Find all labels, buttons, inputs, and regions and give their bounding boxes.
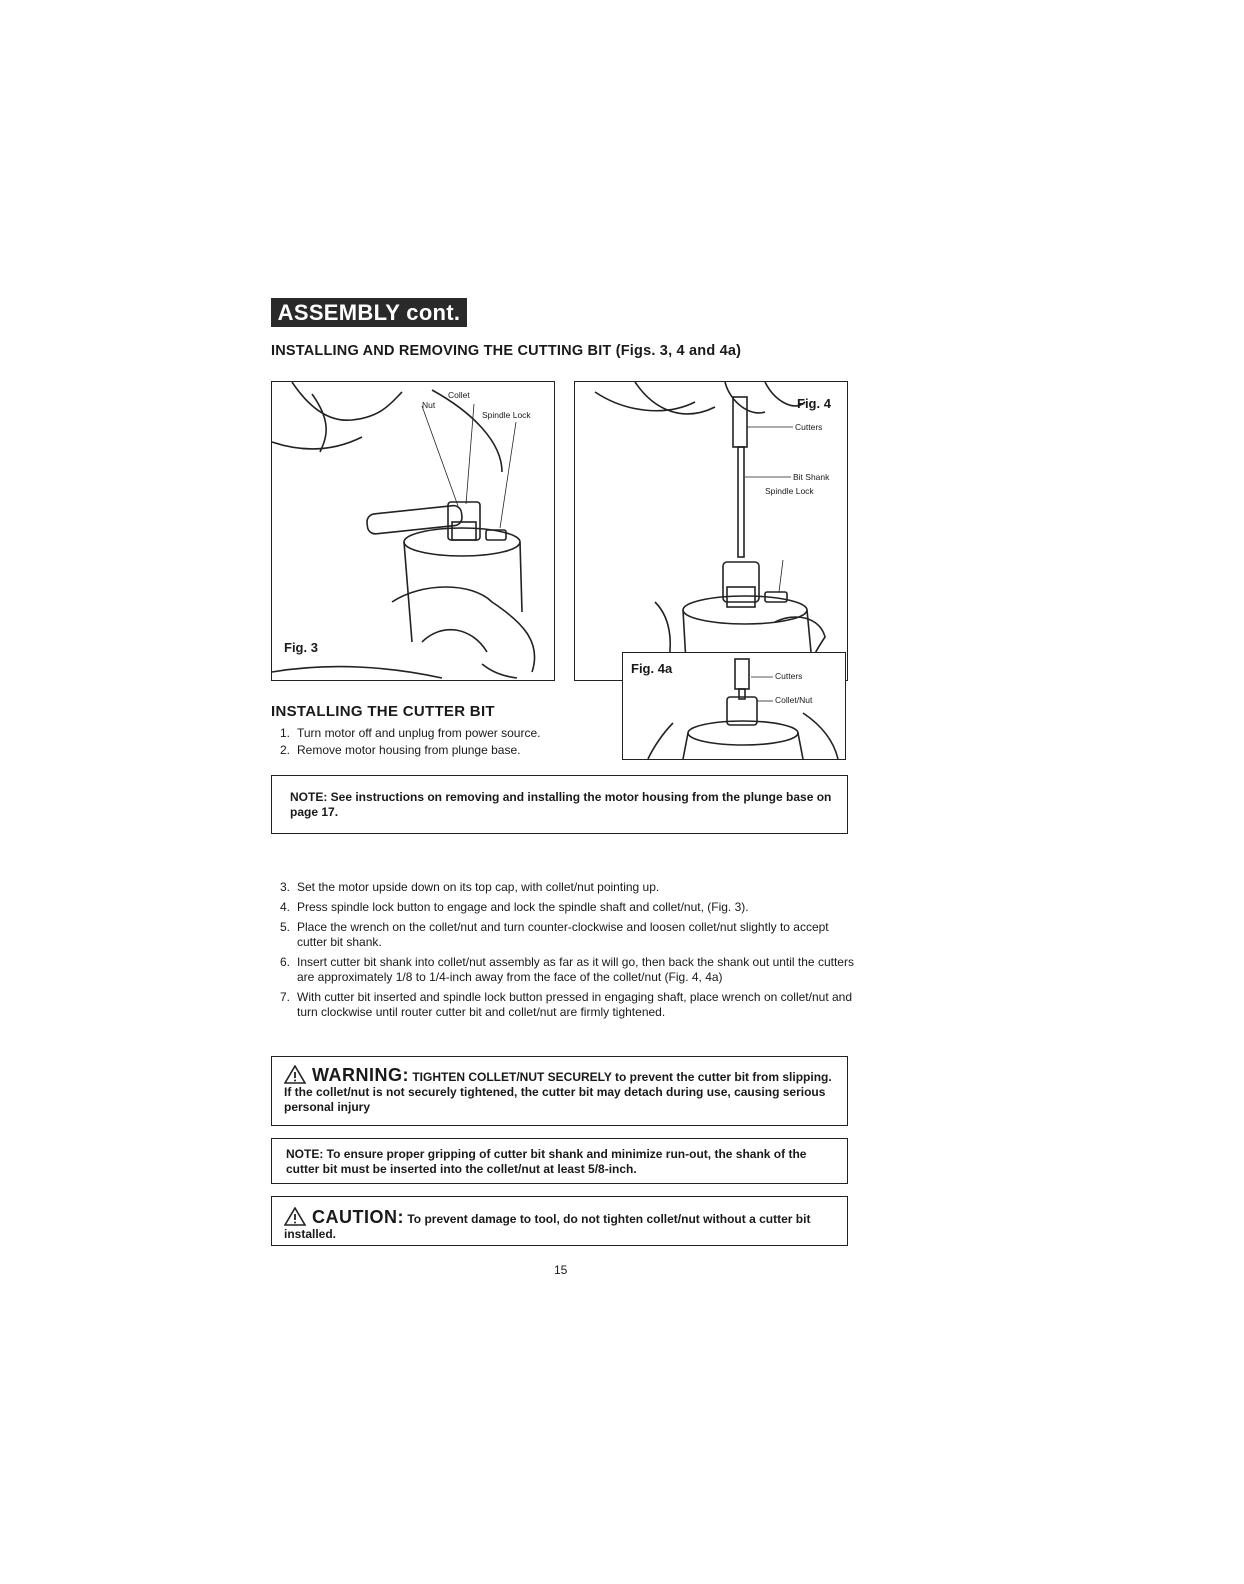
callout-bit-shank: Bit Shank [793, 472, 830, 482]
steps-list-b [271, 880, 855, 1022]
callout-spindle-lock: Spindle Lock [482, 410, 531, 420]
step-item [271, 990, 855, 1020]
installing-title: INSTALLING THE CUTTER BIT [271, 703, 495, 720]
callout-spindle-lock: Spindle Lock [765, 486, 814, 496]
note-text: NOTE: See instructions on removing and installing the motor housing from the plunge base on page 17. [290, 790, 832, 819]
step-item [271, 743, 611, 758]
callout-cutters: Cutters [795, 422, 823, 432]
step-item [271, 900, 855, 915]
step-number: 1. [280, 726, 291, 740]
step-number: 4. [280, 900, 291, 914]
warning-label: WARNING: [312, 1065, 409, 1085]
figure-3-label: Fig. 3 [284, 640, 318, 655]
caution-label: CAUTION: [312, 1207, 404, 1227]
step-text: Press spindle lock button to engage and lock the spindle shaft and collet/nut, (Fig. 3). [297, 900, 749, 914]
step-item [271, 920, 855, 950]
figure-4a-label: Fig. 4a [631, 661, 673, 676]
note-box-motor-housing [271, 775, 848, 834]
figure-4-label: Fig. 4 [797, 396, 831, 411]
note-box-gripping [271, 1138, 848, 1184]
callout-collet-nut: Collet/Nut [775, 695, 813, 705]
step-text: Place the wrench on the collet/nut and turn counter-clockwise and loosen collet/nut slightly to accept cutter bit shank. [297, 920, 829, 949]
step-number: 3. [280, 880, 291, 894]
warning-box [271, 1056, 848, 1126]
section-banner: ASSEMBLY cont. [271, 298, 467, 327]
figure-4a [622, 652, 846, 760]
section-title: INSTALLING AND REMOVING THE CUTTING BIT (Figs. 3, 4 and 4a) [271, 343, 742, 359]
step-text: Turn motor off and unplug from power source. [297, 726, 541, 740]
step-item [271, 955, 855, 985]
callout-cutters: Cutters [775, 671, 803, 681]
step-text: Set the motor upside down on its top cap, with collet/nut pointing up. [297, 880, 660, 894]
callout-nut: Nut [422, 400, 436, 410]
steps-list-a [271, 726, 611, 760]
step-text: Insert cutter bit shank into collet/nut assembly as far as it will go, then back the shank out until the cutters are approximately 1/8 to 1/4-inch away from the face of the collet/nut (Fig. 4, 4a) [297, 955, 854, 984]
step-number: 6. [280, 955, 291, 969]
caution-text: To prevent damage to tool, do not tighten collet/nut without a cutter bit installed. [284, 1212, 811, 1241]
caution-box [271, 1196, 848, 1246]
caution-triangle-icon [284, 1207, 306, 1226]
warning-triangle-icon [284, 1065, 306, 1084]
figure-3-illustration [272, 382, 554, 680]
figure-4 [574, 381, 848, 681]
step-number: 2. [280, 743, 291, 757]
figure-3 [271, 381, 555, 681]
step-text: Remove motor housing from plunge base. [297, 743, 521, 757]
note-text: NOTE: To ensure proper gripping of cutter bit shank and minimize run-out, the shank of the cutter bit must be inserted into the collet/nut at least 5/8-inch. [286, 1147, 807, 1176]
step-item [271, 726, 611, 741]
step-text: With cutter bit inserted and spindle lock button pressed in engaging shaft, place wrench on collet/nut and turn clockwise until router cutter bit and collet/nut are firmly tightened. [297, 990, 853, 1019]
callout-collet: Collet [448, 390, 470, 400]
step-number: 7. [280, 990, 291, 1004]
step-number: 5. [280, 920, 291, 934]
warning-text: TIGHTEN COLLET/NUT SECURELY to prevent the cutter bit from slipping. If the collet/nut is not securely tightened, the cutter bit may detach during use, causing serious personal injury [284, 1070, 832, 1114]
page-number: 15 [554, 1263, 568, 1277]
step-item [271, 880, 855, 895]
